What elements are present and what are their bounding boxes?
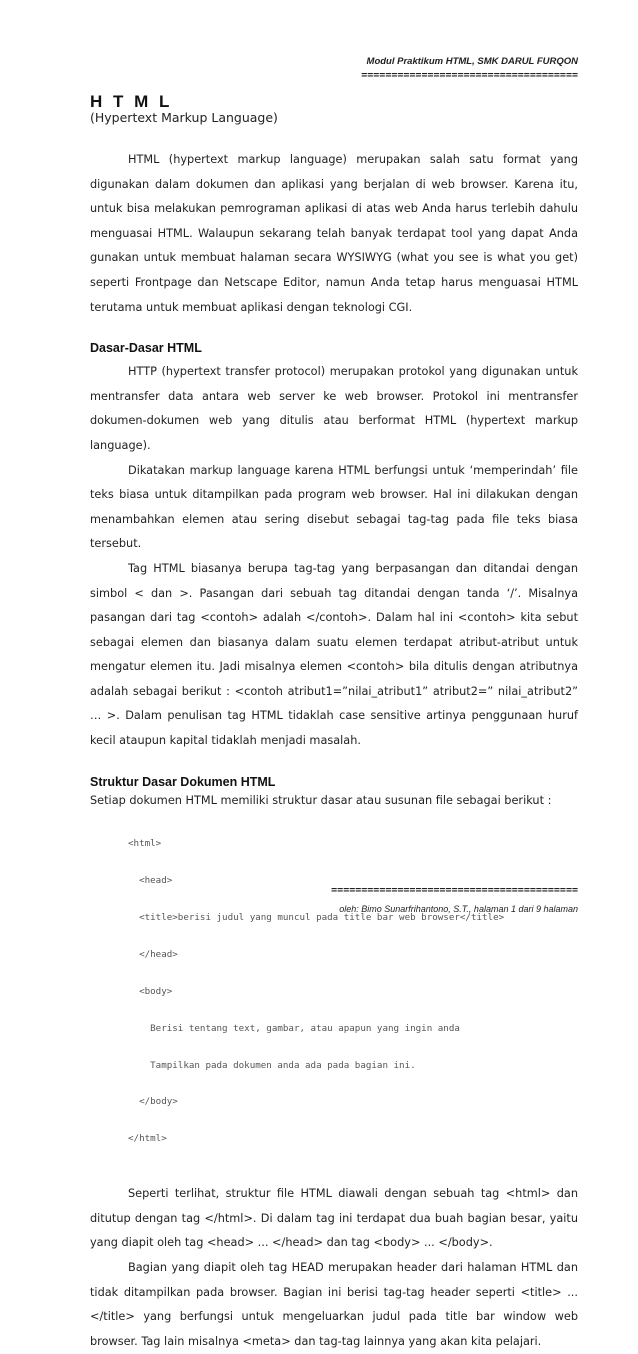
code-line: </body> bbox=[128, 1096, 178, 1108]
paragraph-markup: Dikatakan markup language karena HTML berfungsi untuk ‘memperindah’ file teks biasa untuk ditampilkan pada program web browser. Hal ini dilakukan dengan menambahkan elemen atau sering disebut sebagai tag-tag pada file teks biasa tersebut. bbox=[90, 463, 578, 551]
section-heading-dasar: Dasar-Dasar HTML bbox=[90, 341, 202, 356]
paragraph-http: HTTP (hypertext transfer protocol) merupakan protokol yang digunakan untuk mentransfer data antara web server ke web browser. Protokol ini mentransfer dokumen-dokumen web yang ditulis atau berformat HTML (hypertext markup language). bbox=[90, 365, 578, 452]
page-title: H T M L bbox=[90, 92, 173, 111]
code-line: Tampilkan pada dokumen anda ada pada bagian ini. bbox=[128, 1059, 416, 1071]
paragraph-head: Bagian yang diapit oleh tag HEAD merupakan header dari halaman HTML dan tidak ditampilkan pada browser. Bagian ini berisi tag-tag header seperti <title> ... </title> yang berfungsi untuk mengeluarkan judul pada title bar window web browser. Tag lain misalnya <meta> dan tag-tag lainnya yang akan kita pelajari. bbox=[90, 1261, 578, 1348]
paragraph-struktur: Seperti terlihat, struktur file HTML diawali dengan sebuah tag <html> dan ditutup dengan tag </html>. Di dalam tag ini terdapat dua buah bagian besar, yaitu yang diapit oleh tag <head> ... </head> dan tag <body> ... </body>. bbox=[90, 1187, 578, 1250]
section-heading-struktur: Struktur Dasar Dokumen HTML bbox=[90, 774, 276, 789]
footer-rule: ========================================= bbox=[331, 885, 578, 896]
main-content bbox=[90, 140, 578, 1354]
page-subtitle: (Hypertext Markup Language) bbox=[90, 110, 278, 125]
code-line: <html> bbox=[128, 838, 162, 850]
running-header: Modul Praktikum HTML, SMK DARUL FURQON bbox=[366, 56, 578, 67]
paragraph-tag: Tag HTML biasanya berupa tag-tag yang berpasangan dan ditandai dengan simbol < dan >. Pasangan dari sebuah tag ditandai dengan tanda ‘/’. Misalnya pasangan dari tag <contoh> adalah </contoh>. Dalam hal ini <contoh> kita sebut sebagai elemen dan biasanya dalam suatu elemen terdapat atribut-atribut untuk mengatur elemen itu. Jadi misalnya elemen <contoh> bila ditulis dengan atributnya adalah sebagai berikut : <contoh atribut1=”nilai_atribut1” atribut2=” nilai_atribut2” … >. Dalam penulisan tag HTML tidaklah case sensitive artinya penggunaan huruf kecil ataupun kapital tidaklah menjadi masalah. bbox=[90, 561, 578, 748]
footer-text: oleh: Bimo Sunarfrihantono, S.T., halaman 1 dari 9 halaman bbox=[339, 904, 578, 914]
code-line: </html> bbox=[128, 1133, 167, 1145]
intro-paragraph: HTML (hypertext markup language) merupakan salah satu format yang digunakan dalam dokumen dan aplikasi yang berjalan di web browser. Karena itu, untuk bisa melakukan pemrograman aplikasi di atas web Anda harus terlebih dahulu menguasai HTML. Walaupun sekarang telah banyak terdapat tool yang dapat Anda gunakan untuk membuat halaman secara WYSIWYG (what you see is what you get) seperti Frontpage dan Netscape Editor, namun Anda tetap harus menguasai HTML terutama untuk membuat aplikasi dengan teknologi CGI. bbox=[90, 153, 578, 314]
code-line: <body> bbox=[128, 985, 173, 997]
code-block bbox=[128, 814, 578, 1171]
code-line: <head> bbox=[128, 875, 173, 887]
header-rule: ==================================== bbox=[361, 70, 578, 81]
paragraph-struktur-lead: Setiap dokumen HTML memiliki struktur dasar atau susunan file sebagai berikut : bbox=[90, 793, 552, 807]
code-line: Berisi tentang text, gambar, atau apapun yang ingin anda bbox=[128, 1022, 460, 1034]
code-line: </head> bbox=[128, 948, 178, 960]
code-line: <title>berisi judul yang muncul pada title bar web browser</title> bbox=[128, 912, 505, 924]
